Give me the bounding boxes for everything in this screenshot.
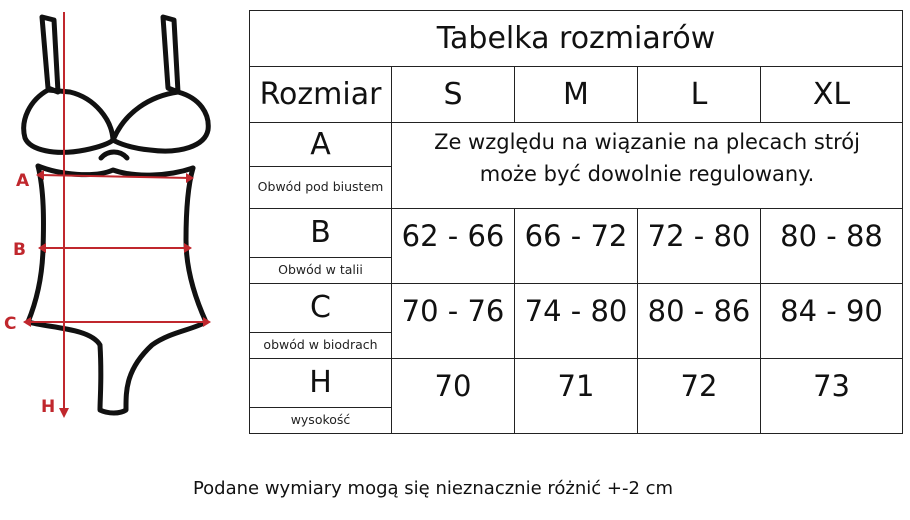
header-label: Rozmiar — [250, 67, 392, 123]
value-cell: 80 - 88 — [761, 209, 903, 284]
row-letter: H — [309, 365, 332, 400]
marker-c: C — [4, 314, 17, 334]
header-size-m: M — [515, 67, 638, 123]
value-cell: 62 - 66 — [392, 209, 515, 284]
table-title: Tabelka rozmiarów — [250, 11, 903, 67]
value-cell: 70 — [392, 359, 515, 434]
title-row — [250, 11, 903, 67]
row-description: Obwód w talii — [278, 261, 363, 277]
marker-b: B — [13, 240, 26, 260]
header-size-xl: XL — [761, 67, 903, 123]
table-row — [250, 209, 903, 284]
tolerance-note: Podane wymiary mogą się nieznacznie różnić +-2 cm — [192, 478, 674, 499]
marker-a: A — [16, 171, 30, 191]
marker-h: H — [41, 397, 56, 417]
measurement-lines — [23, 12, 211, 418]
row-label-cell — [250, 284, 392, 359]
table-row — [250, 123, 903, 209]
row-description: obwód w biodrach — [263, 336, 378, 352]
value-cell: 66 - 72 — [515, 209, 638, 284]
value-cell: 72 — [638, 359, 761, 434]
row-label-cell — [250, 209, 392, 284]
value-cell: 70 - 76 — [392, 284, 515, 359]
table-row — [250, 284, 903, 359]
row-letter: A — [310, 126, 331, 162]
swimsuit-figure — [0, 0, 240, 440]
value-cell: 80 - 86 — [638, 284, 761, 359]
adjustable-note-text: Ze względu na wiązanie na plecach strój może być dowolnie regulowany. — [434, 130, 860, 186]
swimsuit-outline-icon — [24, 17, 209, 413]
value-cell: 84 - 90 — [761, 284, 903, 359]
row-description: wysokość — [290, 411, 351, 427]
value-cell: 72 - 80 — [638, 209, 761, 284]
table-row — [250, 359, 903, 434]
row-label-cell — [250, 359, 392, 434]
adjustable-note — [392, 123, 903, 209]
value-cell: 73 — [761, 359, 903, 434]
header-size-l: L — [638, 67, 761, 123]
header-size-s: S — [392, 67, 515, 123]
value-cell: 71 — [515, 359, 638, 434]
header-row — [250, 67, 903, 123]
size-table — [249, 10, 903, 434]
row-letter: B — [310, 215, 331, 250]
row-description: Obwód pod biustem — [257, 178, 384, 194]
value-cell: 74 - 80 — [515, 284, 638, 359]
row-label-cell — [250, 123, 392, 209]
row-letter: C — [310, 290, 331, 325]
